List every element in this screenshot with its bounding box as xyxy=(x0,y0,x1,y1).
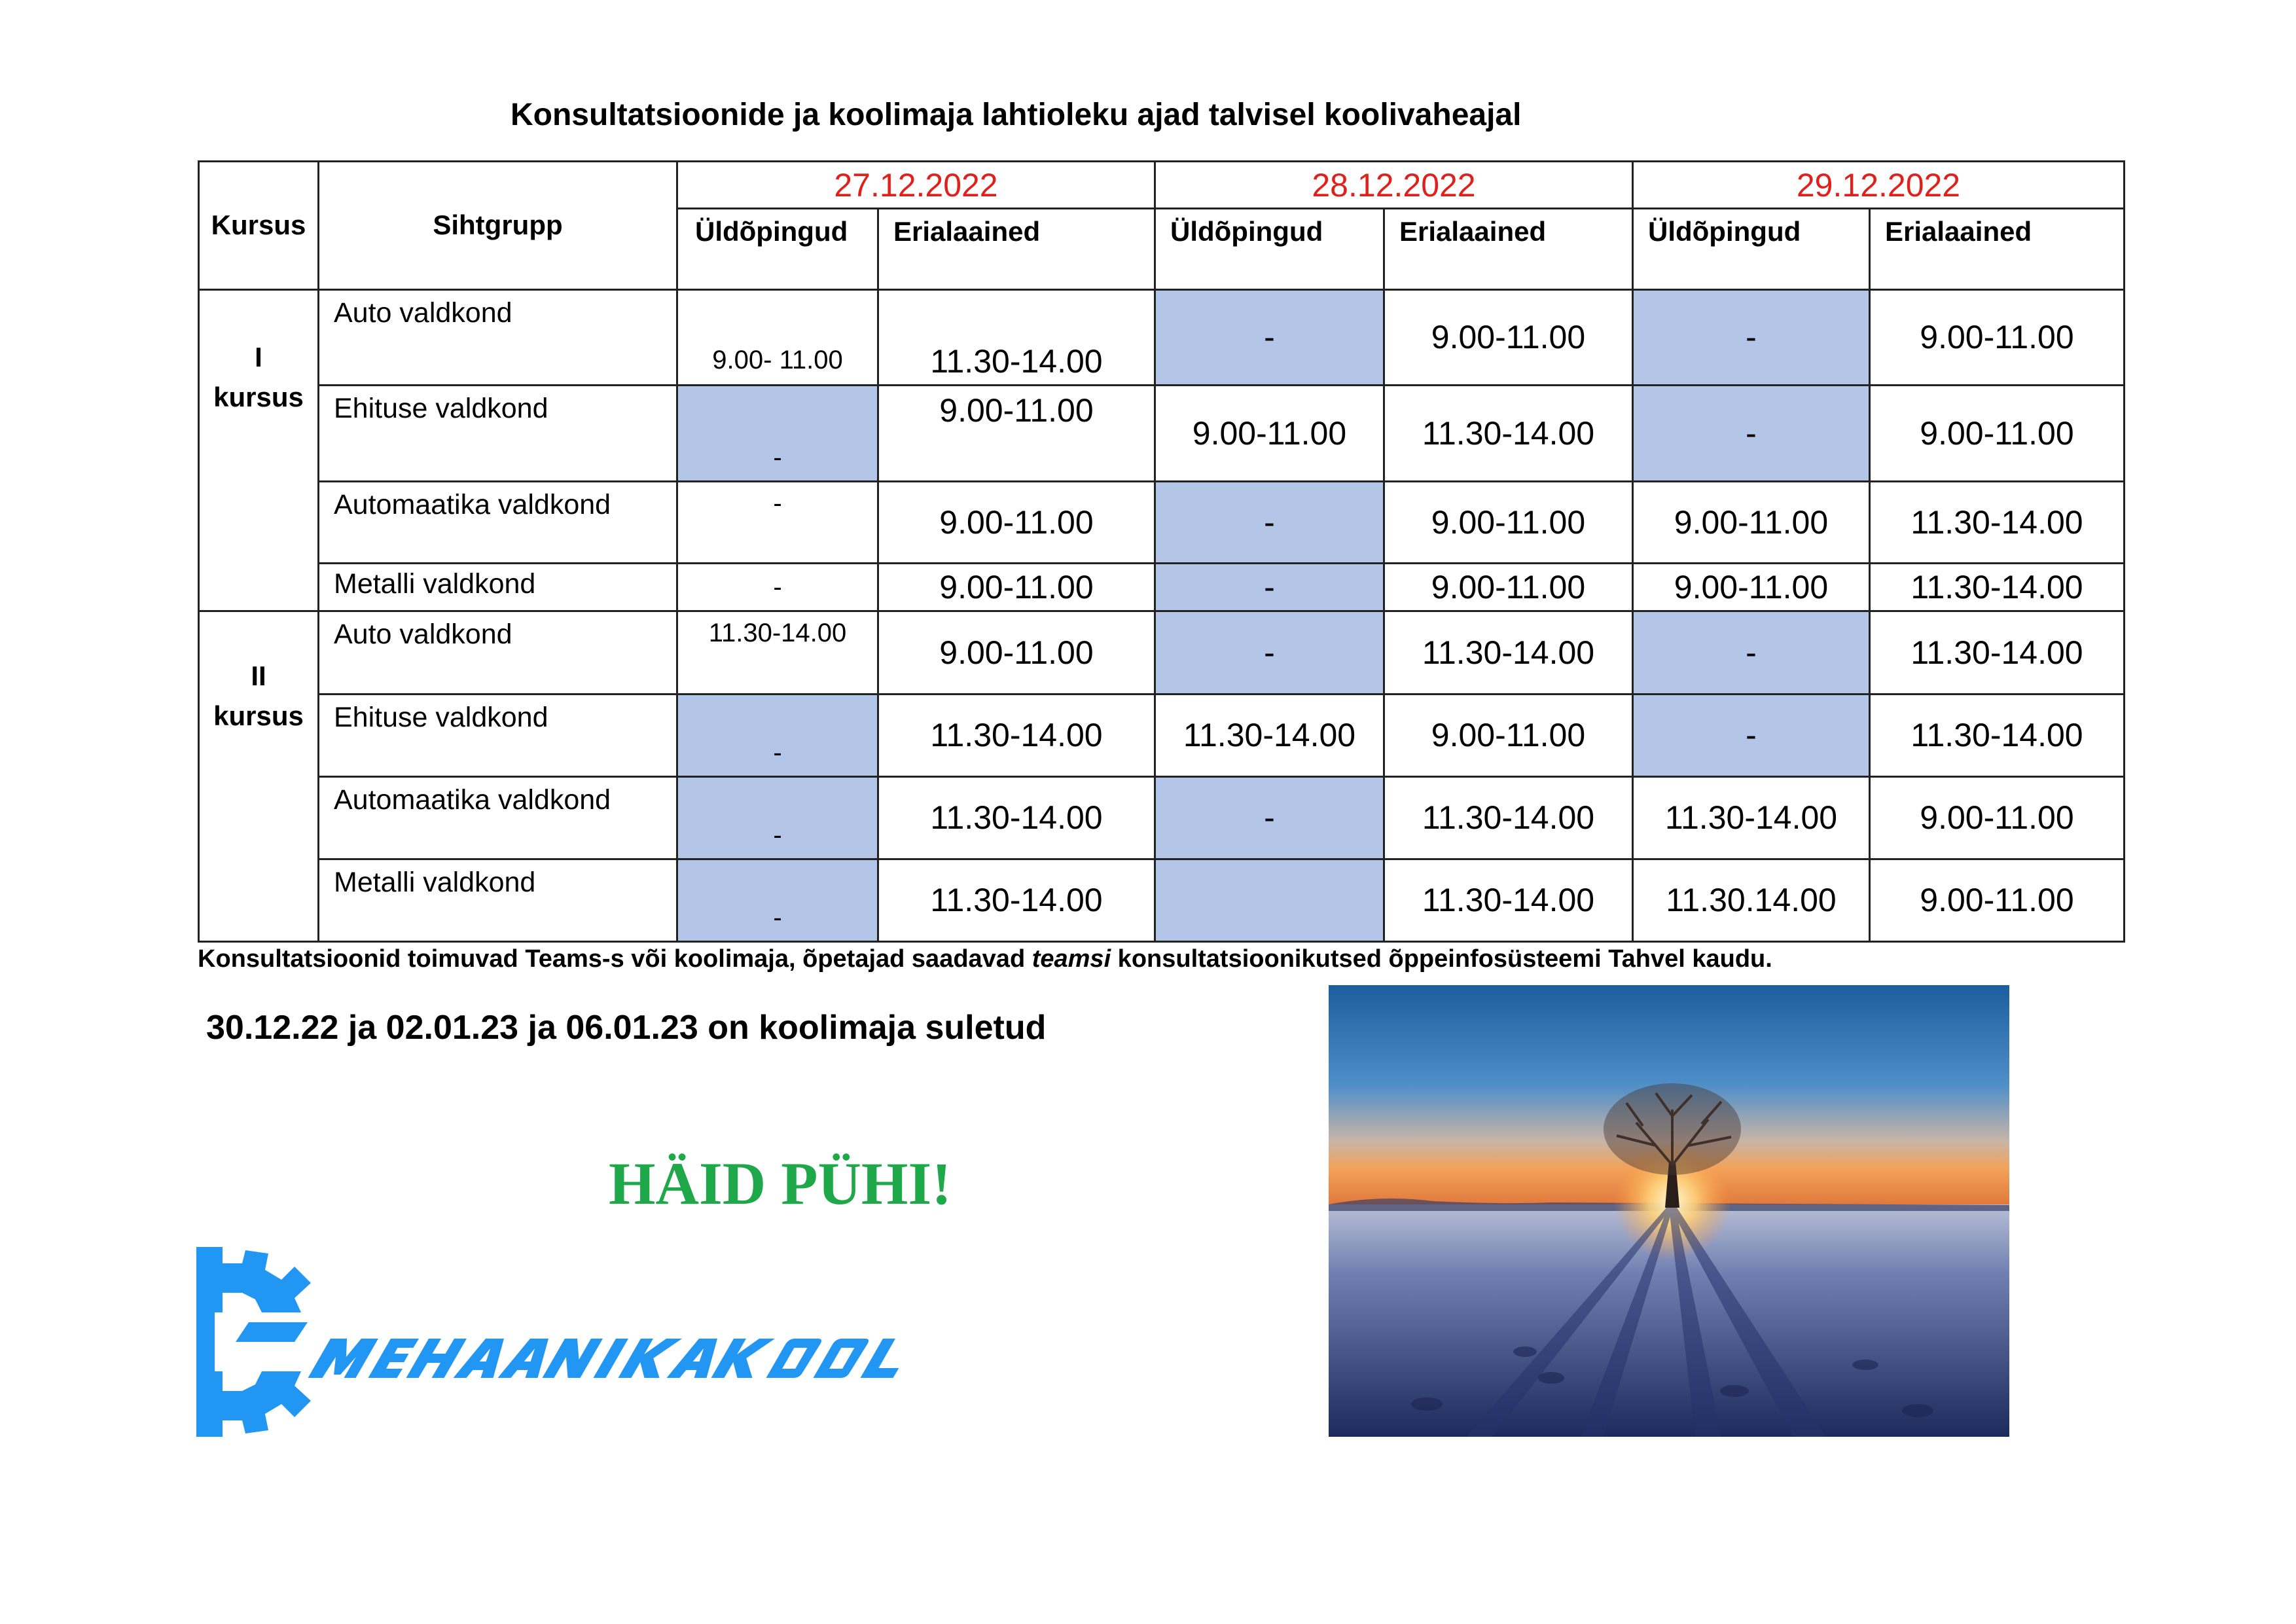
table-cell: 11.30-14.00 xyxy=(1384,859,1633,942)
gear-icon xyxy=(196,1247,311,1437)
table-cell: - xyxy=(1633,694,1870,776)
table-cell: 11.30-14.00 xyxy=(1155,694,1384,776)
table-row xyxy=(199,859,2125,942)
course-label xyxy=(199,611,319,942)
table-cell: 11.30-14.00 xyxy=(878,777,1155,859)
table-row xyxy=(199,386,2125,481)
table-cell: 9.00-11.00 xyxy=(1384,564,1633,611)
note-text: Konsultatsioonid toimuvad Teams-s või koolimaja, õpetajad saadavad xyxy=(198,945,1032,973)
header-sihtgrupp: Sihtgrupp xyxy=(319,162,677,290)
group-label: Auto valdkond xyxy=(319,611,677,694)
winter-sunset-photo xyxy=(1329,985,2009,1437)
table-cell: 9.00-11.00 xyxy=(878,481,1155,563)
subheader-general: Üldõpingud xyxy=(1633,209,1870,289)
group-label: Metalli valdkond xyxy=(319,859,677,942)
table-cell: 9.00-11.00 xyxy=(878,564,1155,611)
table-cell: 9.00-11.00 xyxy=(1384,694,1633,776)
table-row xyxy=(199,777,2125,859)
table-cell: 11.30-14.00 xyxy=(878,859,1155,942)
subheader-special: Erialaained xyxy=(878,209,1155,289)
note-italic: teamsi xyxy=(1031,945,1111,973)
table-row xyxy=(199,481,2125,563)
subheader-general: Üldõpingud xyxy=(677,209,878,289)
table-cell: 9.00-11.00 xyxy=(1384,289,1633,385)
table-cell: 9.00-11.00 xyxy=(878,611,1155,694)
table-row xyxy=(199,611,2125,694)
course-numeral: I xyxy=(255,341,262,372)
closed-dates-text: 30.12.22 ja 02.01.23 ja 06.01.23 on koolimaja suletud xyxy=(206,1009,1047,1047)
table-cell: 9.00-11.00 xyxy=(878,386,1155,481)
table-cell: - xyxy=(677,481,878,563)
table-cell: 11.30.14.00 xyxy=(1633,859,1870,942)
schedule-table xyxy=(198,160,2125,943)
table-cell: 9.00-11.00 xyxy=(1870,777,2125,859)
table-cell: - xyxy=(677,386,878,481)
table-cell xyxy=(1155,859,1384,942)
page-title: Konsultatsioonide ja koolimaja lahtioleku ajad talvisel koolivaheajal xyxy=(511,98,1522,132)
subheader-special: Erialaained xyxy=(1384,209,1633,289)
table-cell: 11.30-14.00 xyxy=(1384,777,1633,859)
table-cell: 11.30-14.00 xyxy=(1870,564,2125,611)
table-cell: 11.30-14.00 xyxy=(878,289,1155,385)
table-cell: 9.00-11.00 xyxy=(1633,481,1870,563)
table-cell: 9.00- 11.00 xyxy=(677,289,878,385)
table-cell: 11.30-14.00 xyxy=(1870,694,2125,776)
consultation-note xyxy=(198,945,1772,973)
table-cell: 11.30-14.00 xyxy=(1633,777,1870,859)
mehaanikakool-logo xyxy=(196,1247,982,1437)
table-cell: 11.30-14.00 xyxy=(1384,611,1633,694)
table-cell: - xyxy=(1155,289,1384,385)
subheader-special: Erialaained xyxy=(1870,209,2125,289)
logo-wordmark xyxy=(308,1339,908,1378)
table-cell: 11.30-14.00 xyxy=(878,694,1155,776)
table-row xyxy=(199,564,2125,611)
date-header: 29.12.2022 xyxy=(1633,162,2125,209)
group-label: Ehituse valdkond xyxy=(319,386,677,481)
table-cell: 11.30-14.00 xyxy=(677,611,878,694)
table-cell: - xyxy=(677,694,878,776)
course-word: kursus xyxy=(213,381,304,412)
group-label: Automaatika valdkond xyxy=(319,777,677,859)
table-cell: - xyxy=(677,777,878,859)
subheader-general: Üldõpingud xyxy=(1155,209,1384,289)
table-cell: - xyxy=(1633,289,1870,385)
table-cell: 9.00-11.00 xyxy=(1870,859,2125,942)
table-cell: 9.00-11.00 xyxy=(1384,481,1633,563)
course-numeral: II xyxy=(251,660,266,692)
table-cell: - xyxy=(1633,386,1870,481)
group-label: Auto valdkond xyxy=(319,289,677,385)
table-cell: - xyxy=(677,859,878,942)
group-label: Metalli valdkond xyxy=(319,564,677,611)
table-row xyxy=(199,289,2125,385)
table-cell: - xyxy=(677,564,878,611)
course-label xyxy=(199,289,319,611)
holiday-greeting: HÄID PÜHI! xyxy=(609,1150,952,1217)
table-cell: - xyxy=(1155,481,1384,563)
table-cell: - xyxy=(1155,611,1384,694)
table-cell: 11.30-14.00 xyxy=(1870,611,2125,694)
table-cell: 9.00-11.00 xyxy=(1155,386,1384,481)
date-header: 27.12.2022 xyxy=(677,162,1155,209)
table-cell: 11.30-14.00 xyxy=(1870,481,2125,563)
group-label: Ehituse valdkond xyxy=(319,694,677,776)
note-text: konsultatsioonikutsed õppeinfosüsteemi Tahvel kaudu. xyxy=(1111,945,1772,973)
table-cell: 9.00-11.00 xyxy=(1633,564,1870,611)
table-cell: 11.30-14.00 xyxy=(1384,386,1633,481)
header-kursus: Kursus xyxy=(199,162,319,290)
table-cell: - xyxy=(1155,777,1384,859)
table-cell: 9.00-11.00 xyxy=(1870,289,2125,385)
table-cell: - xyxy=(1155,564,1384,611)
course-word: kursus xyxy=(213,700,304,732)
group-label: Automaatika valdkond xyxy=(319,481,677,563)
table-cell: - xyxy=(1633,611,1870,694)
table-cell: 9.00-11.00 xyxy=(1870,386,2125,481)
date-header: 28.12.2022 xyxy=(1155,162,1633,209)
table-row xyxy=(199,694,2125,776)
